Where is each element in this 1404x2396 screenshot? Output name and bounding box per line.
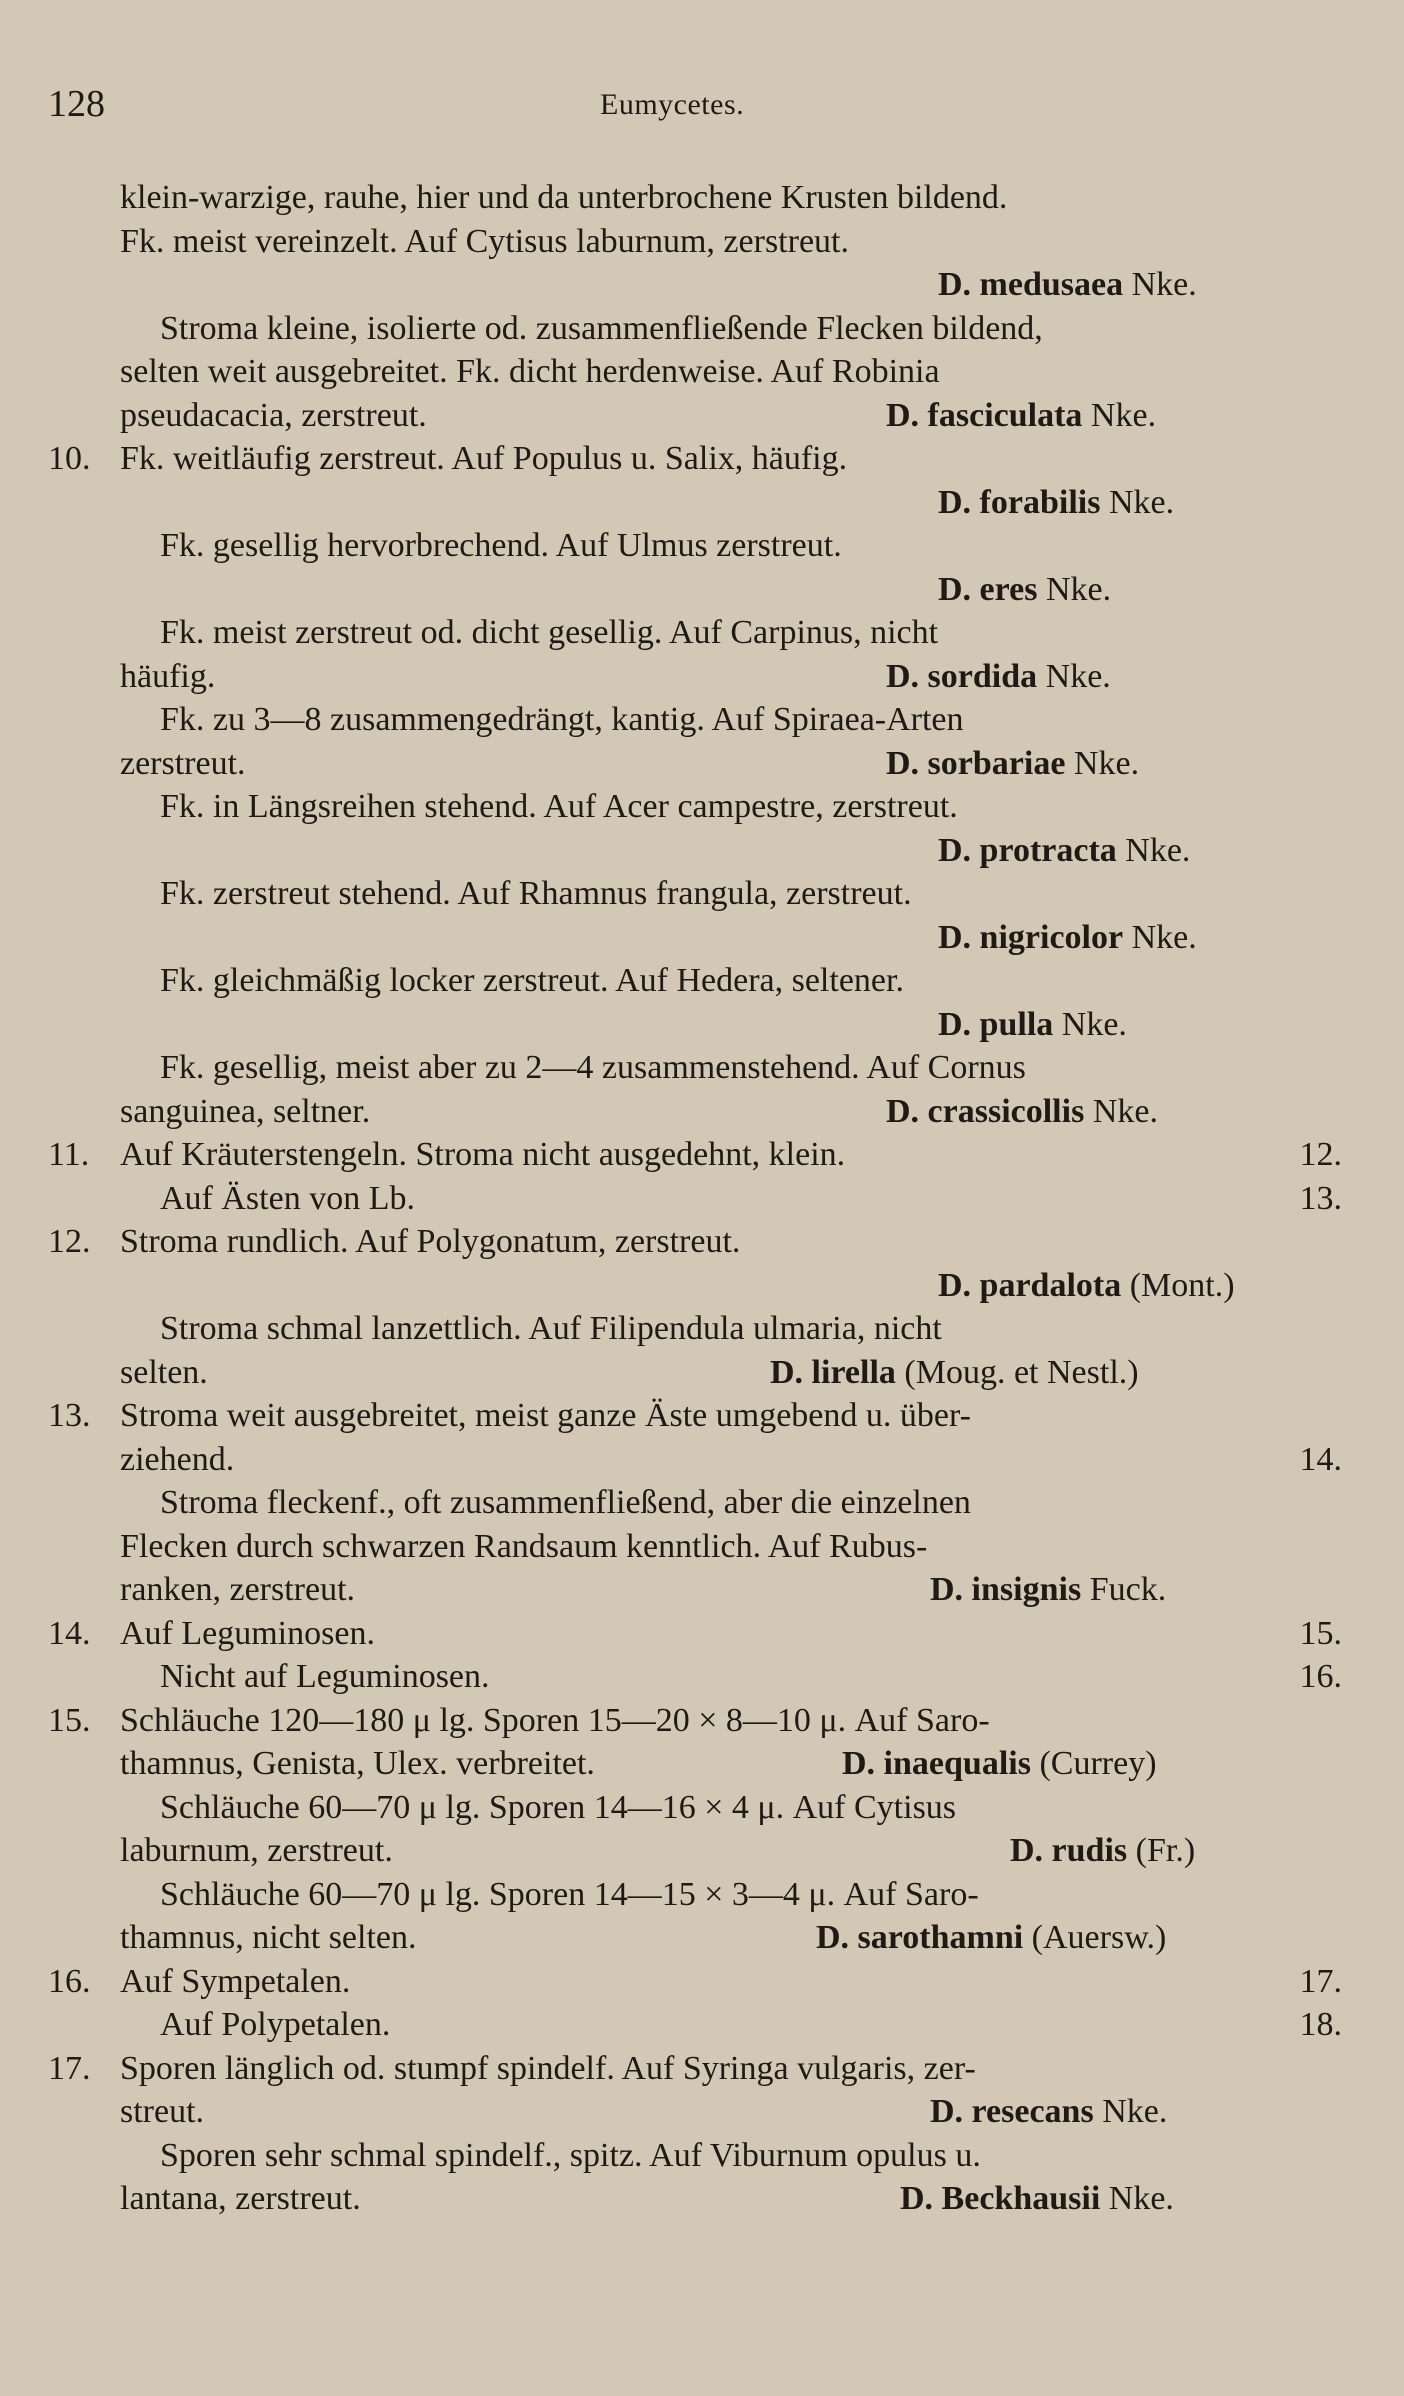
text-line [0,220,1404,264]
key-reference: 12. [1299,1136,1342,1173]
line-text: klein-warzige, rauhe, hier und da unterbrochene Krusten bildend. [120,179,1008,216]
text-line [0,785,1404,829]
line-text: lantana, zerstreut. [120,2180,361,2217]
text-line [0,829,1404,873]
text-line [0,1438,1404,1482]
text-line [0,2177,1404,2221]
line-text: Schläuche 120—180 μ lg. Sporen 15—20 × 8—10 μ. Auf Saro- [120,1701,990,1739]
line-text: Stroma fleckenf., oft zusammenfließend, aber die einzelnen [160,1484,971,1521]
text-line [0,2047,1404,2091]
line-text: Fk. meist vereinzelt. Auf Cytisus laburnum, zerstreut. [120,222,849,260]
text-line [0,698,1404,742]
line-text: Stroma weit ausgebreitet, meist ganze Äste umgebend u. über- [120,1397,971,1434]
text-line [0,742,1404,786]
text-line [0,1699,1404,1743]
key-number: 10. [48,440,91,477]
text-line [0,1003,1404,1047]
text-line [0,1829,1404,1873]
text-line [0,1873,1404,1917]
line-text: streut. [120,2093,205,2130]
running-title: Eumycetes. [600,88,745,121]
key-reference: 17. [1299,1962,1342,2000]
text-line [0,437,1404,481]
text-line [0,1568,1404,1612]
text-line [0,611,1404,655]
key-number: 14. [48,1614,91,1652]
line-text: selten. [120,1353,208,1391]
line-text: Auf Polypetalen. [160,2006,391,2043]
text-line [0,1351,1404,1395]
species-name: D. insignis Fuck. [930,1571,1167,1608]
key-number: 13. [48,1397,91,1434]
line-text: Schläuche 60—70 μ lg. Sporen 14—15 × 3—4 μ. Auf Saro- [160,1875,979,1913]
line-text: thamnus, Genista, Ulex. verbreitet. [120,1745,595,1782]
text-line [0,655,1404,699]
line-text: Auf Leguminosen. [120,1614,375,1652]
text-line [0,263,1404,307]
key-reference: 16. [1299,1658,1342,1695]
line-text: Fk. in Längsreihen stehend. Auf Acer campestre, zerstreut. [160,788,958,825]
text-line [0,959,1404,1003]
text-line [0,524,1404,568]
line-text: Auf Sympetalen. [120,1962,351,2000]
species-name: D. protracta Nke. [938,831,1191,869]
line-text: pseudacacia, zerstreut. [120,396,427,434]
text-line [0,307,1404,351]
page-number: 128 [48,83,105,125]
species-name: D. pulla Nke. [938,1005,1127,1043]
species-name: D. nigricolor Nke. [938,918,1197,956]
text-line [0,1742,1404,1786]
text-line [0,1394,1404,1438]
species-name: D. fasciculata Nke. [886,396,1157,434]
key-number: 15. [48,1701,91,1739]
text-line [0,2090,1404,2134]
text-line [0,1655,1404,1699]
line-text: Fk. zu 3—8 zusammengedrängt, kantig. Auf Spiraea-Arten [160,701,964,738]
species-name: D. lirella (Moug. et Nestl.) [770,1353,1139,1391]
text-line [0,1046,1404,1090]
line-text: Stroma kleine, isolierte od. zusammenfließende Flecken bildend, [160,309,1043,347]
page-body [0,176,1404,2221]
species-name: D. Beckhausii Nke. [900,2180,1174,2217]
line-text: Sporen sehr schmal spindelf., spitz. Auf Viburnum opulus u. [160,2136,981,2174]
text-line [0,1220,1404,1264]
line-text: ziehend. [120,1440,235,1478]
line-text: Fk. meist zerstreut od. dicht gesellig. Auf Carpinus, nicht [160,614,939,651]
page-header [48,82,1348,132]
text-line [0,916,1404,960]
text-line [0,1133,1404,1177]
line-text: Flecken durch schwarzen Randsaum kenntlich. Auf Rubus- [120,1527,928,1565]
text-line [0,1481,1404,1525]
key-reference: 14. [1299,1440,1342,1478]
text-line [0,568,1404,612]
species-name: D. sarothamni (Auersw.) [816,1919,1167,1956]
species-name: D. inaequalis (Currey) [842,1745,1157,1782]
text-line [0,872,1404,916]
text-line [0,1916,1404,1960]
line-text: Stroma schmal lanzettlich. Auf Filipendula ulmaria, nicht [160,1310,942,1347]
text-line [0,1307,1404,1351]
text-line [0,1264,1404,1308]
line-text: Fk. gesellig, meist aber zu 2—4 zusammenstehend. Auf Cornus [160,1049,1026,1086]
line-text: Auf Ästen von Lb. [160,1179,415,1217]
line-text: ranken, zerstreut. [120,1571,356,1608]
line-text: sanguinea, seltner. [120,1092,371,1130]
line-text: Fk. gleichmäßig locker zerstreut. Auf Hedera, seltener. [160,962,904,999]
line-text: Schläuche 60—70 μ lg. Sporen 14—16 × 4 μ. Auf Cytisus [160,1788,957,1826]
species-name: D. eres Nke. [938,570,1112,608]
line-text: laburnum, zerstreut. [120,1832,393,1869]
species-name: D. resecans Nke. [930,2093,1168,2130]
key-number: 11. [48,1136,90,1173]
text-line [0,481,1404,525]
key-number: 16. [48,1962,91,2000]
species-name: D. pardalota (Mont.) [938,1266,1235,1304]
species-name: D. sordida Nke. [886,657,1111,695]
line-text: Fk. weitläufig zerstreut. Auf Populus u. Salix, häufig. [120,440,848,477]
text-line [0,350,1404,394]
line-text: zerstreut. [120,744,246,782]
line-text: thamnus, nicht selten. [120,1919,417,1956]
line-text: Auf Kräuterstengeln. Stroma nicht ausgedehnt, klein. [120,1136,846,1173]
text-line [0,1786,1404,1830]
key-number: 12. [48,1223,91,1260]
text-line [0,176,1404,220]
species-name: D. medusaea Nke. [938,266,1197,303]
line-text: Sporen länglich od. stumpf spindelf. Auf Syringa vulgaris, zer- [120,2049,976,2087]
key-reference: 13. [1299,1179,1342,1217]
line-text: häufig. [120,657,216,695]
key-reference: 15. [1299,1614,1342,1652]
line-text: Fk. zerstreut stehend. Auf Rhamnus frangula, zerstreut. [160,875,912,912]
line-text: Nicht auf Leguminosen. [160,1658,490,1695]
text-line [0,2003,1404,2047]
text-line [0,2134,1404,2178]
species-name: D. crassicollis Nke. [886,1092,1158,1130]
text-line [0,1525,1404,1569]
key-number: 17. [48,2049,91,2087]
text-line [0,1090,1404,1134]
line-text: Fk. gesellig hervorbrechend. Auf Ulmus zerstreut. [160,527,842,564]
key-reference: 18. [1299,2006,1342,2043]
text-line [0,1612,1404,1656]
text-line [0,1177,1404,1221]
species-name: D. sorbariae Nke. [886,744,1140,782]
species-name: D. forabilis Nke. [938,483,1175,521]
text-line [0,1960,1404,2004]
line-text: Stroma rundlich. Auf Polygonatum, zerstreut. [120,1223,741,1260]
line-text: selten weit ausgebreitet. Fk. dicht herdenweise. Auf Robinia [120,353,940,390]
species-name: D. rudis (Fr.) [1010,1832,1196,1869]
text-line [0,394,1404,438]
